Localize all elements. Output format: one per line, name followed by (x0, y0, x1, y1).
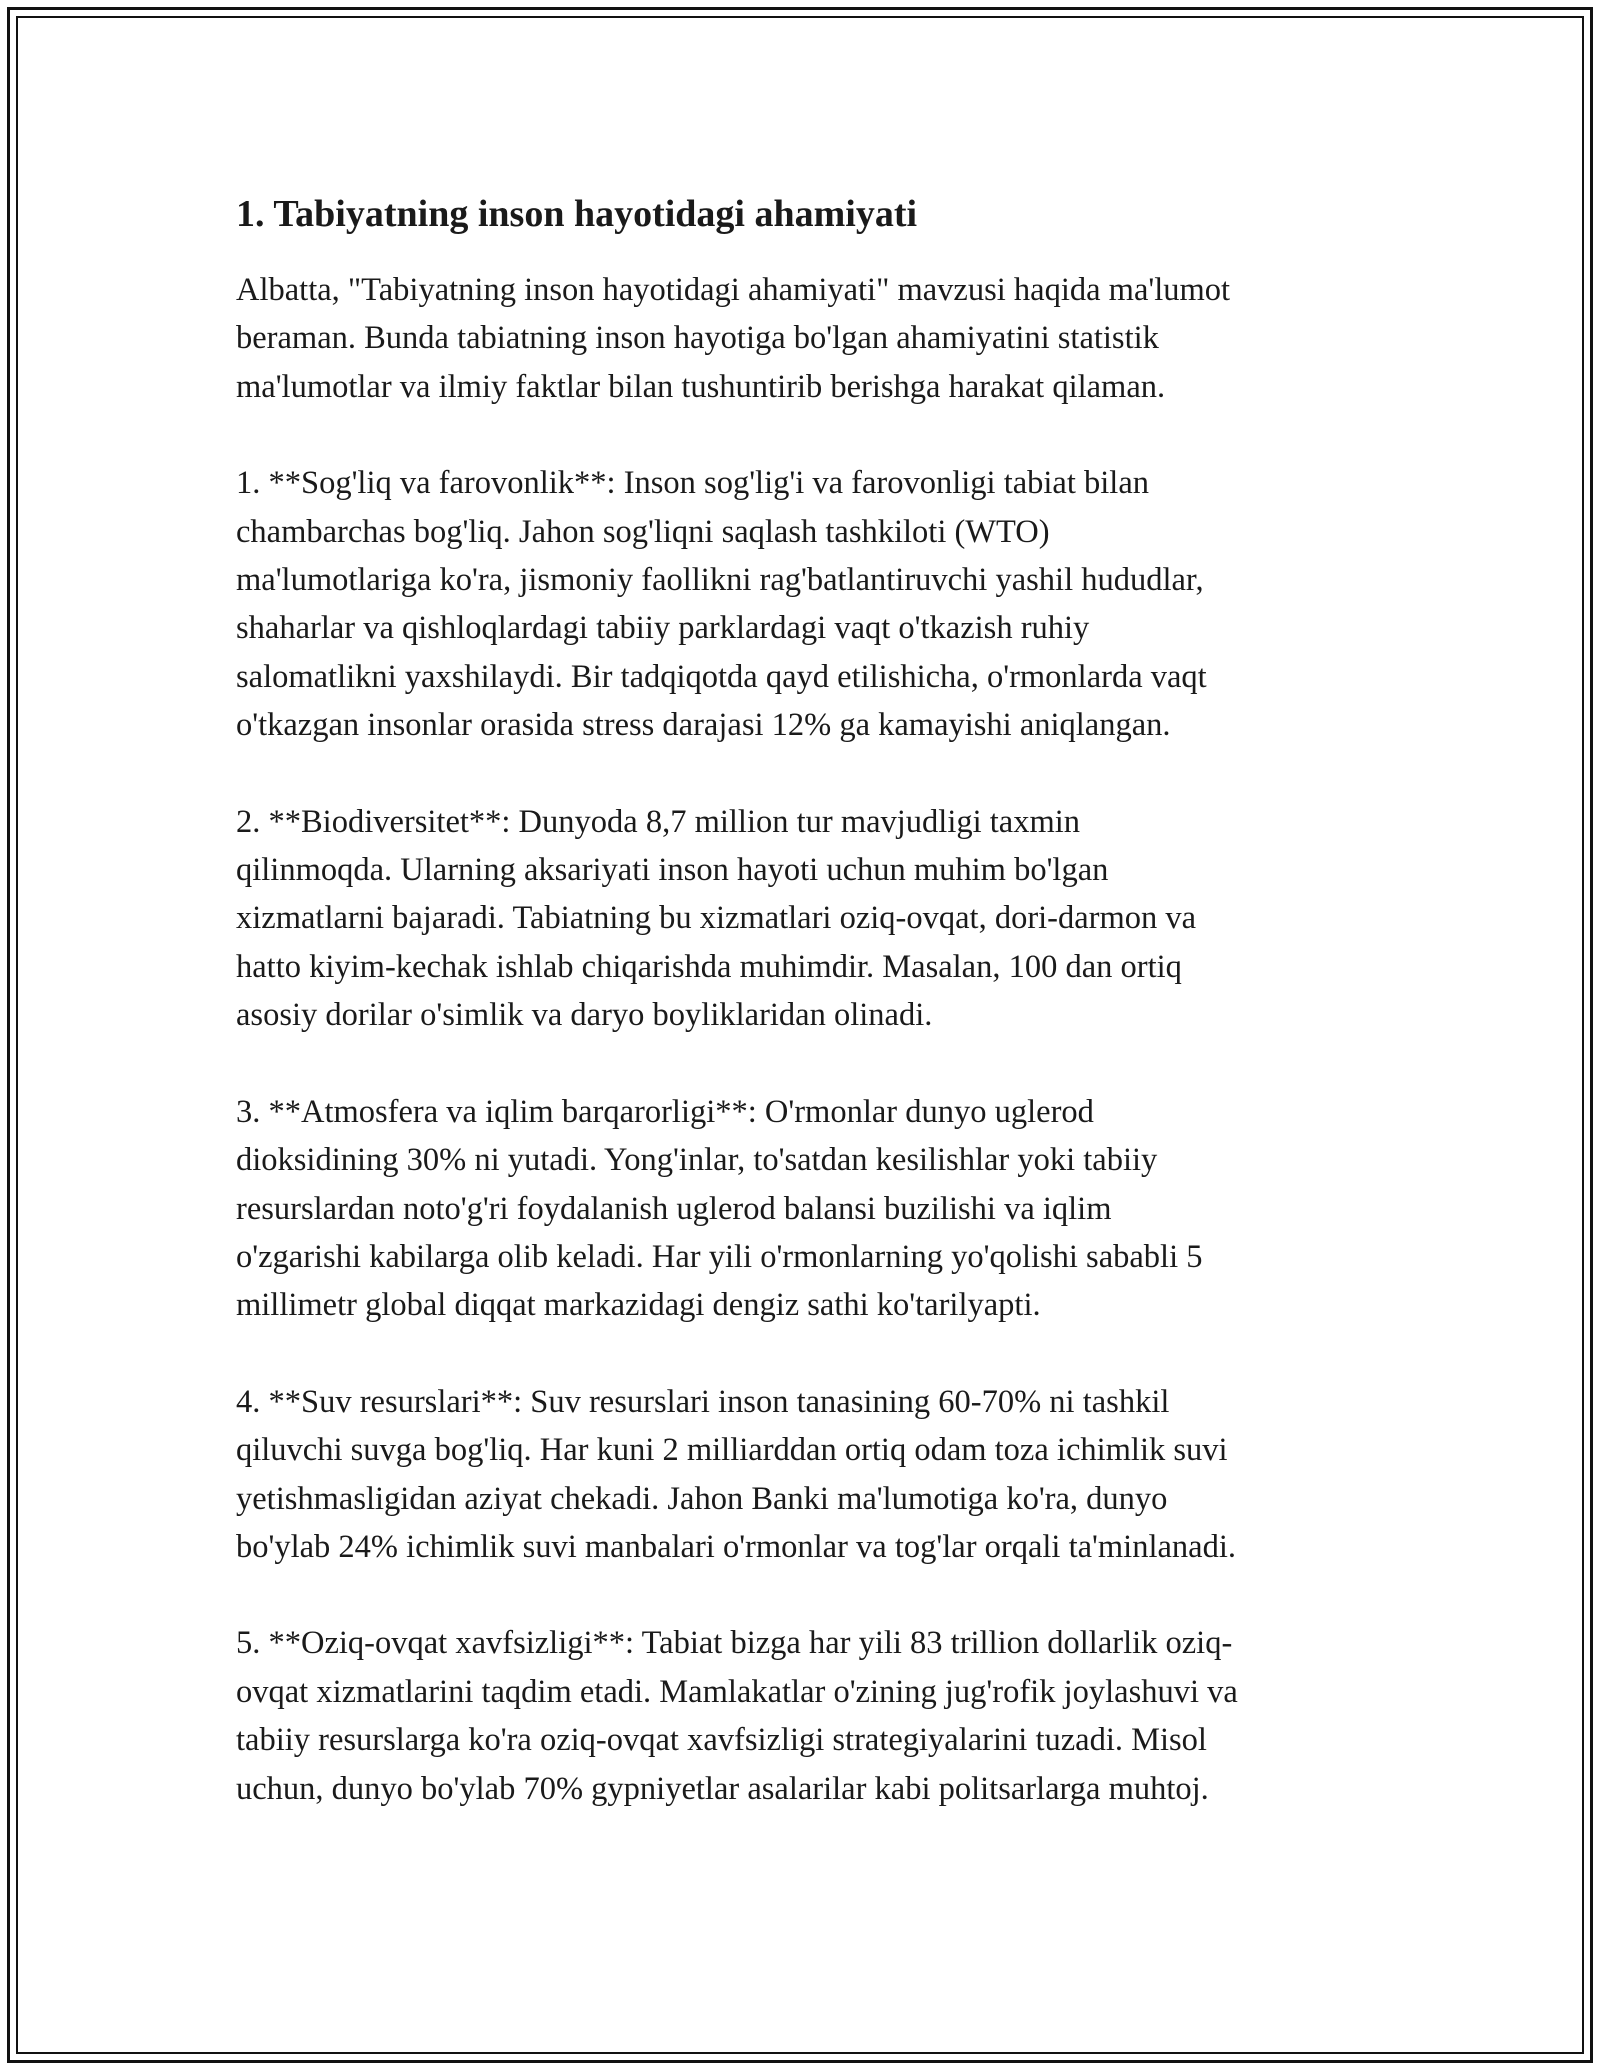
intro-paragraph: Albatta, "Tabiyatning inson hayotidagi ahamiyati" mavzusi haqida ma'lumot beraman. Bunda tabiatning inson hayotiga bo'lgan ahamiyatini statistik ma'lumotlar va ilmiy faktlar bilan tushuntirib berishga harakat qilaman. (236, 272, 1231, 405)
document-title: 1. Tabiyatning inson hayotidagi ahamiyati (236, 193, 918, 235)
paragraph-water: 4. **Suv resurslari**: Suv resurslari inson tanasining 60-70% ni tashkil qiluvchi suvga bog'liq. Har kuni 2 milliarddan ortiq odam toza ichimlik suvi yetishmasligidan aziyat chekadi. Jahon Banki ma'lumotiga ko'ra, dunyo bo'ylab 24% ichimlik suvi manbalari o'rmonlar va tog'lar orqali ta'minlanadi. (236, 1383, 1236, 1565)
paragraph-health: 1. **Sog'liq va farovonlik**: Inson sog'lig'i va farovonligi tabiat bilan chambarchas bog'liq. Jahon sog'liqni saqlash tashkiloti (WTO) ma'lumotlariga ko'ra, jismoniy faollikni rag'batlantiruvchi yashil hududlar, shaharlar va qishloqlardagi tabiiy parklardagi vaqt o'tkazish ruhiy salomatlikni yaxshilaydi. Bir tadqiqotda qayd etilishicha, o'rmonlarda vaqt o'tkazgan insonlar orasida stress darajasi 12% ga kamayishi aniqlangan. (236, 465, 1207, 744)
paragraph-climate: 3. **Atmosfera va iqlim barqarorligi**: O'rmonlar dunyo uglerod dioksidining 30% ni yutadi. Yong'inlar, to'satdan kesilishlar yoki tabiiy resurslardan noto'g'ri foydalanish uglerod balansi buzilishi va iqlim o'zgarishi kabilarga olib keladi. Har yili o'rmonlarning yo'qolishi sababli 5 millimetr global diqqat markazidagi dengiz sathi ko'tarilyapti. (236, 1093, 1203, 1324)
paragraph-biodiversity: 2. **Biodiversitet**: Dunyoda 8,7 million tur mavjudligi taxmin qilinmoqda. Ularning aksariyati inson hayoti uchun muhim bo'lgan xizmatlarni bajaradi. Tabiatning bu xizmatlari oziq-ovqat, dori-darmon va hatto kiyim-kechak ishlab chiqarishda muhimdir. Masalan, 100 dan ortiq asosiy dorilar o'simlik va daryo boyliklaridan olinadi. (236, 803, 1197, 1034)
paragraph-food-security: 5. **Oziq-ovqat xavfsizligi**: Tabiat bizga har yili 83 trillion dollarlik oziq- ovqat xizmatlarini taqdim etadi. Mamlakatlar o'zining jug'rofik joylashuvi va tabiiy resurslarga ko'ra oziq-ovqat xavfsizligi strategiyalarini tuzadi. Misol uchun, dunyo bo'ylab 70% gypniyetlar asalarilar kabi politsarlarga muhtoj. (236, 1625, 1238, 1807)
document-body (236, 188, 1381, 1861)
